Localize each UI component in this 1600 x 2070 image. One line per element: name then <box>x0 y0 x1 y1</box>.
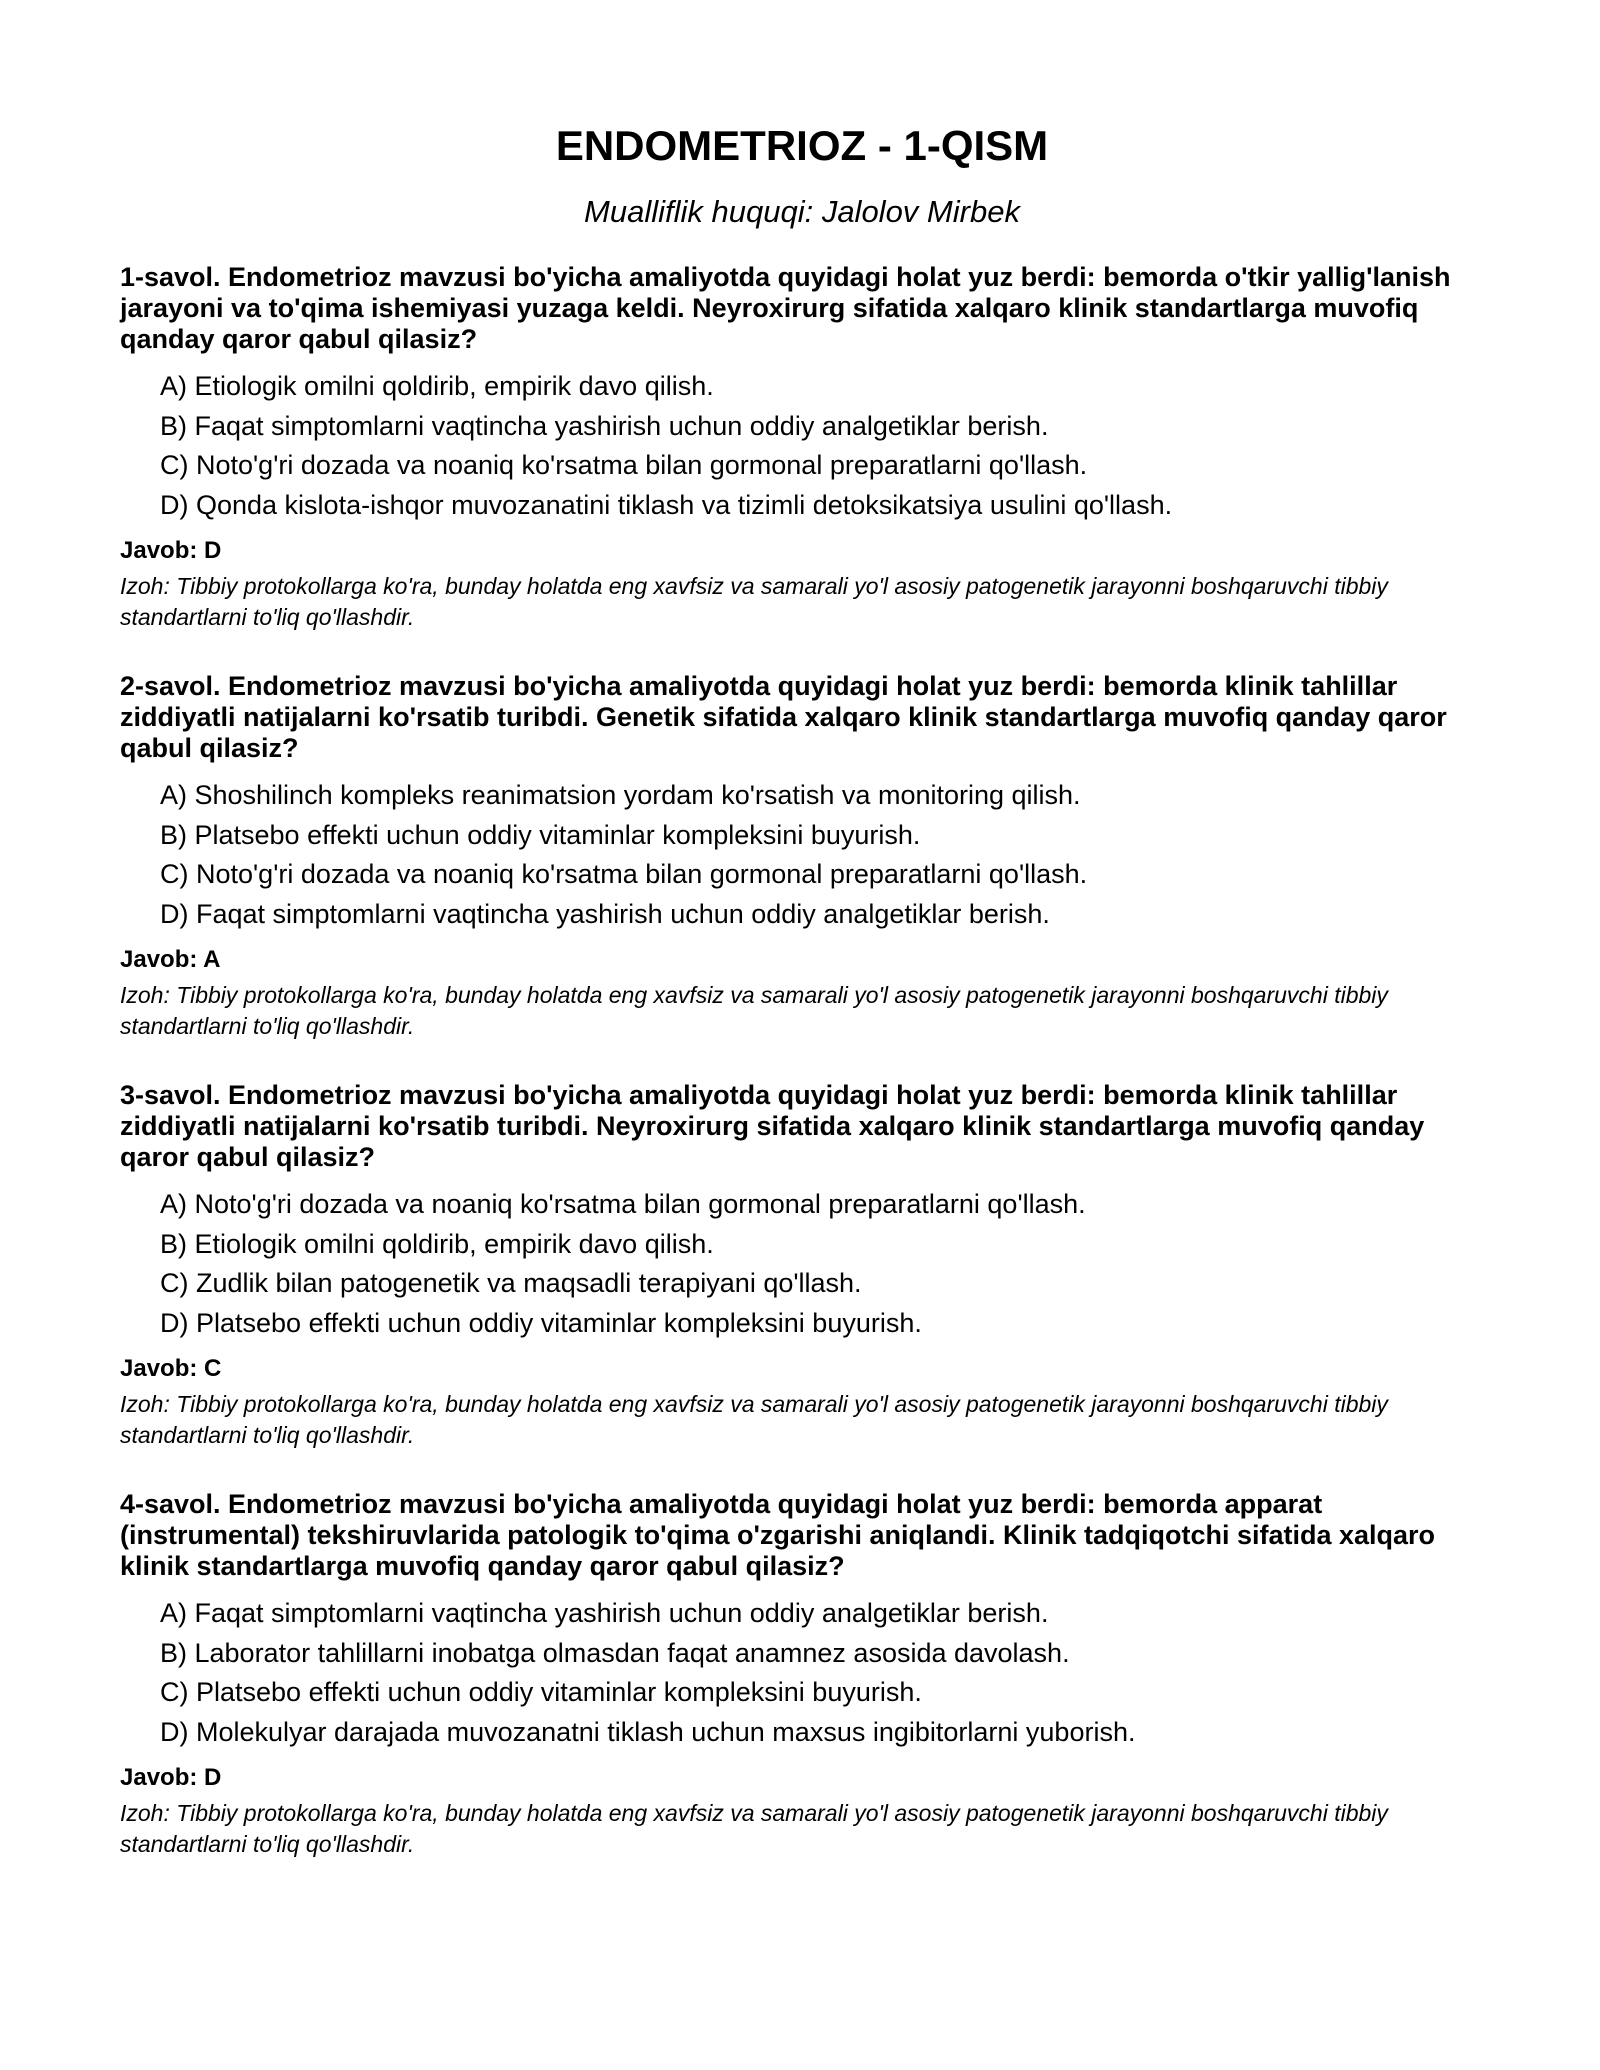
option-a: A) Faqat simptomlarni vaqtincha yashirish uchun oddiy analgetiklar berish. <box>160 1598 1049 1628</box>
option-c: C) Noto'g'ri dozada va noaniq ko'rsatma bilan gormonal preparatlarni qo'llash. <box>160 450 1088 480</box>
options-list <box>120 1594 1480 1752</box>
answer: Javob: D <box>120 1764 222 1791</box>
question-text: 1-savol. Endometrioz mavzusi bo'yicha amaliyotda quyidagi holat yuz berdi: bemorda o'tkir yallig'lanish jarayoni va to'qima ishemiyasi yuzaga keldi. Neyroxirurg sifatida xalqaro klinik standartlarga muvofiq qanday qaror qabul qilasiz? <box>120 262 1451 354</box>
option-c: C) Noto'g'ri dozada va noaniq ko'rsatma bilan gormonal preparatlarni qo'llash. <box>160 859 1088 889</box>
option-a: A) Noto'g'ri dozada va noaniq ko'rsatma bilan gormonal preparatlarni qo'llash. <box>160 1189 1086 1219</box>
option-c: C) Platsebo effekti uchun oddiy vitaminlar kompleksini buyurish. <box>160 1677 922 1707</box>
option-d: D) Molekulyar darajada muvozanatni tiklash uchun maxsus ingibitorlarni yuborish. <box>160 1716 1136 1747</box>
option-d: D) Faqat simptomlarni vaqtincha yashirish uchun oddiy analgetiklar berish. <box>160 898 1050 929</box>
answer: Javob: C <box>120 1355 222 1382</box>
option-b: B) Faqat simptomlarni vaqtincha yashirish uchun oddiy analgetiklar berish. <box>160 410 1049 441</box>
question-block <box>120 1489 1480 1860</box>
question-text: 4-savol. Endometrioz mavzusi bo'yicha amaliyotda quyidagi holat yuz berdi: bemorda apparat (instrumental) tekshiruvlarida patologik to'qima o'zgarishi aniqlandi. Klinik tadqiqotchi sifatida xalqaro klinik standartlarga muvofiq qanday qaror qabul qilasiz? <box>120 1489 1436 1581</box>
explanation: Izoh: Tibbiy protokollarga ko'ra, bunday holatda eng xavfsiz va samarali yo'l asosiy patogenetik jarayonni boshqaruvchi tibbiy standartlarni to'liq qo'llashdir. <box>120 1800 1388 1857</box>
question-text: 3-savol. Endometrioz mavzusi bo'yicha amaliyotda quyidagi holat yuz berdi: bemorda klinik tahlillar ziddiyatli natijalarni ko'rsatib turibdi. Neyroxirurg sifatida xalqaro klinik standartlarga muvofiq qanday qaror qabul qilasiz? <box>120 1080 1425 1172</box>
question-block <box>120 671 1480 1042</box>
question-text: 2-savol. Endometrioz mavzusi bo'yicha amaliyotda quyidagi holat yuz berdi: bemorda klinik tahlillar ziddiyatli natijalarni ko'rsatib turibdi. Genetik sifatida xalqaro klinik standartlarga muvofiq qanday qaror qabul qilasiz? <box>120 671 1447 763</box>
option-d: D) Qonda kislota-ishqor muvozanatini tiklash va tizimli detoksikatsiya usulini qo'llash. <box>160 489 1173 520</box>
explanation: Izoh: Tibbiy protokollarga ko'ra, bunday holatda eng xavfsiz va samarali yo'l asosiy patogenetik jarayonni boshqaruvchi tibbiy standartlarni to'liq qo'llashdir. <box>120 982 1388 1039</box>
explanation: Izoh: Tibbiy protokollarga ko'ra, bunday holatda eng xavfsiz va samarali yo'l asosiy patogenetik jarayonni boshqaruvchi tibbiy standartlarni to'liq qo'llashdir. <box>120 573 1388 630</box>
answer: Javob: D <box>120 537 222 564</box>
options-list <box>120 367 1480 525</box>
option-b: B) Etiologik omilni qoldirib, empirik davo qilish. <box>160 1228 714 1259</box>
question-block <box>120 1080 1480 1451</box>
options-list <box>120 776 1480 934</box>
option-b: B) Platsebo effekti uchun oddiy vitaminlar kompleksini buyurish. <box>160 819 921 850</box>
document-subtitle: Mualliflik huquqi: Jalolov Mirbek <box>584 194 1020 229</box>
option-a: A) Etiologik omilni qoldirib, empirik davo qilish. <box>160 371 714 401</box>
question-block <box>120 262 1480 633</box>
options-list <box>120 1185 1480 1343</box>
option-c: C) Zudlik bilan patogenetik va maqsadli terapiyani qo'llash. <box>160 1268 862 1298</box>
option-d: D) Platsebo effekti uchun oddiy vitaminlar kompleksini buyurish. <box>160 1307 922 1338</box>
explanation: Izoh: Tibbiy protokollarga ko'ra, bunday holatda eng xavfsiz va samarali yo'l asosiy patogenetik jarayonni boshqaruvchi tibbiy standartlarni to'liq qo'llashdir. <box>120 1391 1388 1448</box>
document-title: ENDOMETRIOZ - 1-QISM <box>555 122 1049 169</box>
option-b: B) Laborator tahlillarni inobatga olmasdan faqat anamnez asosida davolash. <box>160 1637 1070 1668</box>
answer: Javob: A <box>120 946 221 973</box>
option-a: A) Shoshilinch kompleks reanimatsion yordam ko'rsatish va monitoring qilish. <box>160 780 1081 810</box>
